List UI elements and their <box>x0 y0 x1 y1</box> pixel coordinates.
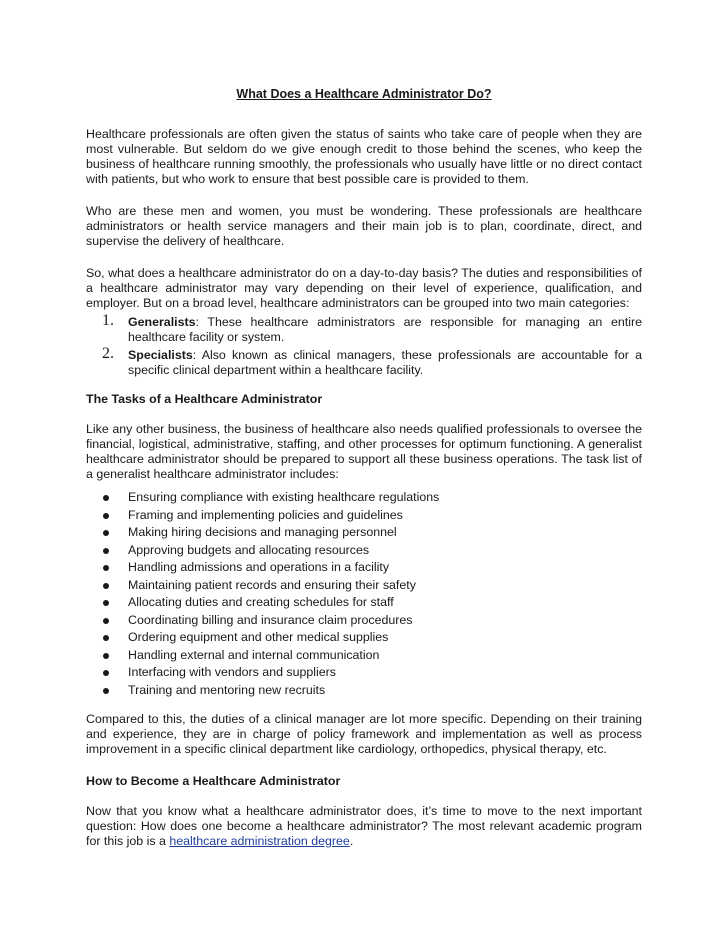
tasks-intro-paragraph: Like any other business, the business of healthcare also needs qualified professionals to oversee the financial, logistical, administrative, staffing, and other processes for optimum functioning. A generalist healthcare administrator should be prepared to support all these business operations. The task list of a generalist healthcare administrator includes: <box>86 422 642 481</box>
bullet-icon <box>103 635 109 641</box>
task-text: Handling external and internal communication <box>128 647 380 662</box>
task-text: Handling admissions and operations in a facility <box>128 560 390 574</box>
bullet-icon <box>103 495 109 501</box>
task-text: Approving budgets and allocating resources <box>128 542 370 557</box>
categories-list <box>86 312 642 378</box>
bullet-icon <box>103 688 109 694</box>
bullet-icon <box>103 653 109 659</box>
list-item <box>86 594 642 612</box>
bullet-icon <box>103 513 109 519</box>
intro-paragraph-2: Who are these men and women, you must be wondering. These professionals are healthcare administrators or health service managers and their main job is to plan, coordinate, direct, and supervise the delivery of healthcare. <box>86 204 642 248</box>
task-text: Training and mentoring new recruits <box>128 682 326 697</box>
list-number: 2. <box>102 345 114 362</box>
intro-paragraph-1: Healthcare professionals are often given the status of saints who take care of people when they are most vulnerable. But seldom do we give enough credit to those behind the scenes, who keep the business of healthcare running smoothly, the professionals who usually have little or no direct contact with patients, but who work to ensure that best possible care is provided to them. <box>86 127 642 186</box>
list-item <box>86 577 642 595</box>
become-end: . <box>349 834 354 848</box>
category-description: : Also known as clinical managers, these professionals are accountable for a specific clinical department within a healthcare facility. <box>128 348 642 377</box>
list-item <box>86 612 642 630</box>
category-description: : These healthcare administrators are responsible for managing an entire healthcare facility or system. <box>128 315 642 344</box>
list-item <box>86 312 642 345</box>
bullet-icon <box>103 618 109 624</box>
list-item <box>86 345 642 378</box>
task-text: Coordinating billing and insurance claim procedures <box>128 612 413 627</box>
section-heading-tasks: The Tasks of a Healthcare Administrator <box>86 392 323 406</box>
clinical-paragraph: Compared to this, the duties of a clinical manager are lot more specific. Depending on their training and experience, they are in charge of policy framework and implementation as well as process improvement in a specific clinical department like cardiology, orthopedics, physical therapy, etc. <box>86 712 642 756</box>
become-text: Now that you know what a healthcare administrator does, it’s time to move to the next important question: How does one become a healthcare administrator? The most relevant academic program for this job is a <box>86 804 642 848</box>
list-item <box>86 664 642 682</box>
list-number: 1. <box>102 312 114 329</box>
section-heading-become: How to Become a Healthcare Administrator <box>86 774 341 788</box>
category-term: Specialists <box>128 348 193 362</box>
list-item <box>86 629 642 647</box>
bullet-icon <box>103 600 109 606</box>
degree-link[interactable]: healthcare administration degree <box>169 834 350 848</box>
task-text: Interfacing with vendors and suppliers <box>128 665 337 679</box>
bullet-icon <box>103 565 109 571</box>
category-term: Generalists <box>128 315 196 329</box>
bullet-icon <box>103 530 109 536</box>
page-title: What Does a Healthcare Administrator Do? <box>236 87 492 101</box>
task-text: Making hiring decisions and managing personnel <box>128 525 397 539</box>
list-item <box>86 559 642 577</box>
list-item <box>86 682 642 700</box>
list-item <box>86 507 642 525</box>
document-body <box>86 127 642 866</box>
bullet-icon <box>103 583 109 589</box>
bullet-icon <box>103 670 109 676</box>
list-item <box>86 647 642 665</box>
list-item <box>86 524 642 542</box>
task-text: Framing and implementing policies and guidelines <box>128 507 403 522</box>
task-text: Ensuring compliance with existing healthcare regulations <box>128 490 440 504</box>
bullet-icon <box>103 548 109 554</box>
list-item <box>86 542 642 560</box>
task-text: Allocating duties and creating schedules for staff <box>128 595 394 609</box>
list-item <box>86 489 642 507</box>
become-paragraph <box>86 804 642 849</box>
intro-paragraph-3: So, what does a healthcare administrator do on a day-to-day basis? The duties and responsibilities of a healthcare administrator may vary depending on their level of experience, qualification, and employer. But on a broad level, healthcare administrators can be grouped into two main categories: <box>86 266 642 310</box>
tasks-list <box>86 489 642 699</box>
task-text: Ordering equipment and other medical supplies <box>128 630 389 644</box>
task-text: Maintaining patient records and ensuring their safety <box>128 577 416 592</box>
